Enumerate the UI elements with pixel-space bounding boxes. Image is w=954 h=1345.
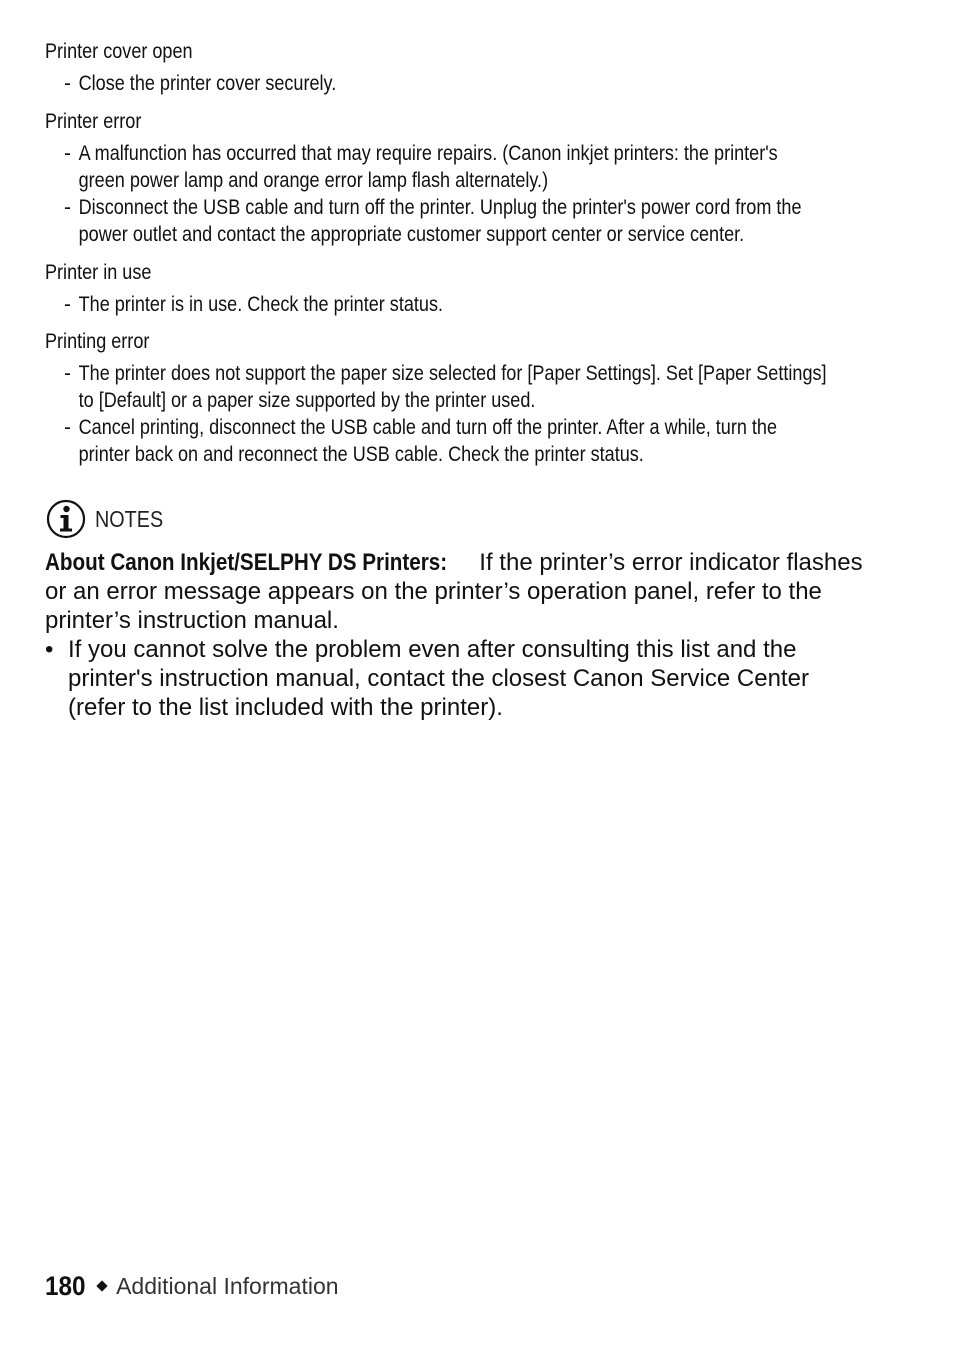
page-number: 180 bbox=[45, 1270, 86, 1301]
bullet-line: (refer to the list included with the printer). bbox=[68, 694, 503, 721]
list-item bbox=[64, 360, 951, 414]
item-text: A malfunction has occurred that may require repairs. (Canon inkjet printers: the printer's bbox=[78, 142, 778, 165]
section-title-printer-cover-open: Printer cover open bbox=[45, 40, 193, 63]
list-item bbox=[64, 194, 922, 248]
list-item bbox=[64, 70, 381, 97]
info-icon bbox=[46, 499, 86, 539]
bullet-line: If you cannot solve the problem even after consulting this list and the bbox=[68, 636, 797, 663]
dash-bullet: - bbox=[64, 142, 71, 165]
dash-bullet: - bbox=[64, 72, 71, 95]
dash-bullet: - bbox=[64, 293, 71, 316]
list-item bbox=[64, 291, 505, 318]
footer-section-title: Additional Information bbox=[116, 1272, 339, 1299]
notes-label: NOTES bbox=[95, 505, 164, 532]
notes-paragraph-line: or an error message appears on the printer’s operation panel, refer to the bbox=[45, 578, 822, 605]
bullet-line: printer's instruction manual, contact the closest Canon Service Center bbox=[68, 665, 809, 692]
item-text: Cancel printing, disconnect the USB cable and turn off the printer. After a while, turn the bbox=[78, 416, 778, 439]
section-title-printing-error: Printing error bbox=[45, 330, 150, 353]
page-footer bbox=[45, 1268, 339, 1304]
notes-header bbox=[46, 497, 174, 541]
section-title-printer-in-use: Printer in use bbox=[45, 261, 152, 284]
dash-bullet: - bbox=[64, 362, 71, 385]
section-title-printer-error: Printer error bbox=[45, 110, 142, 133]
bullet-dot: • bbox=[45, 636, 54, 663]
item-text: The printer is in use. Check the printer status. bbox=[78, 293, 444, 316]
item-text: Disconnect the USB cable and turn off the printer. Unplug the printer's power cord from the bbox=[78, 196, 802, 219]
notes-lead-heading: About Canon Inkjet/SELPHY DS Printers: bbox=[45, 549, 448, 576]
notes-paragraph bbox=[45, 548, 925, 635]
notes-paragraph-line bbox=[45, 548, 925, 577]
list-item bbox=[64, 140, 894, 194]
notes-bullet-item bbox=[45, 635, 809, 722]
dash-bullet: - bbox=[64, 416, 71, 439]
item-text: printer back on and reconnect the USB cable. Check the printer status. bbox=[78, 443, 644, 466]
list-item bbox=[64, 414, 893, 468]
item-text: The printer does not support the paper size selected for [Paper Settings]. Set [Paper Settings] bbox=[78, 362, 827, 385]
item-text: Close the printer cover securely. bbox=[78, 72, 337, 95]
dash-bullet: - bbox=[64, 196, 71, 219]
item-text: to [Default] or a paper size supported by the printer used. bbox=[78, 389, 536, 412]
notes-paragraph-line: printer’s instruction manual. bbox=[45, 607, 339, 634]
item-text: power outlet and contact the appropriate customer support center or service center. bbox=[78, 223, 745, 246]
notes-lead-text: If the printer’s error indicator flashes bbox=[472, 549, 863, 576]
item-text: green power lamp and orange error lamp flash alternately.) bbox=[78, 169, 549, 192]
diamond-separator-icon bbox=[96, 1280, 107, 1291]
